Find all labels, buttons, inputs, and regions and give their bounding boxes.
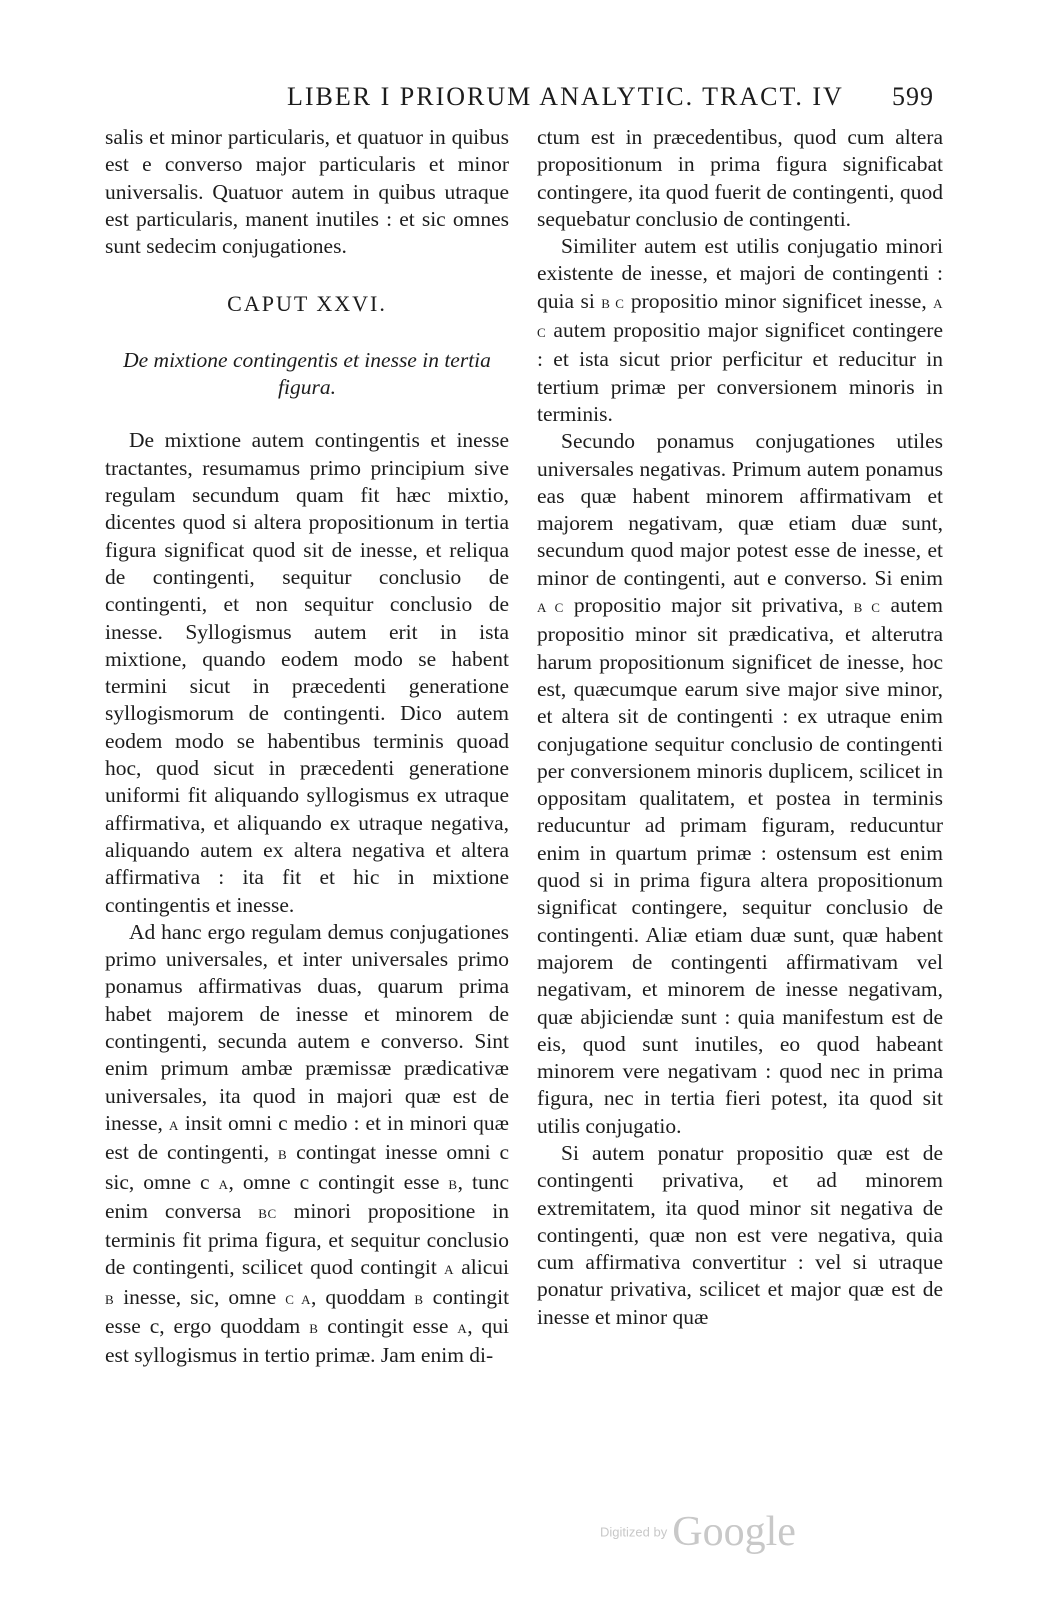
digitized-by-label: Digitized by [600,1524,668,1540]
paragraph: De mixtione autem contingentis et inesse tractantes, resumamus primo principium sive regulam secundum quam fit hæc mixtio, dicentes quod si altera propositionum in tertia figura significat quod sit de inesse, et reliqua de contingenti, sequitur conclusio de contingenti, et non sequitur conclusio de inesse. Syllogismus autem erit in ista mixtione, quando eodem modo se habent termini sicut in præcedenti generatione syllogismorum de contingenti. Dico autem eodem modo se habentibus terminis quoad hoc, quod sicut in præcedenti generatione uniformi fit aliquando syllogismus ex utraque affirmativa, et aliquando ex utraque negativa, aliquando autem ex altera negativa et altera affirmativa : ita fit et hic in mixtione contingentis et inesse. [105,428,509,917]
digitized-watermark [600,1508,796,1555]
running-title: LIBER I PRIORUM ANALYTIC. TRACT. IV [287,82,844,111]
paragraph: Ad hanc ergo regulam demus conjugationes primo universales, et inter universales primo ponamus affirmativas duas, quarum prima habet majorem de inesse et minorem de contingenti, secunda autem e converso. Sint enim primum ambæ præmissæ prædicativæ universales, ita quod in majori quæ est de inesse, A insit omni c medio : et in minori quæ est de contingenti, B contingat inesse omni c sic, omne c A, omne c contingit esse B, tunc enim conversa BC minori propositione in terminis fit prima figura, et sequitur conclusio de contingenti, scilicet quod contingit A alicui B inesse, sic, omne C A, quoddam B contingit esse c, ergo quoddam B contingit esse A, qui est syllogismus in tertio primæ. Jam enim di- [105,919,510,1368]
chapter-title: CAPUT XXVI. [227,291,387,317]
chapter-subtitle: De mixtione contingentis et inesse in tertia figura. [123,348,491,400]
google-logo: Google [672,1509,796,1555]
right-column [537,124,943,1331]
paragraph: ctum est in præcedentibus, quod cum altera propositionum in prima figura significabat contingere, ita quod fuerit de contingenti, quod sequebatur conclusio de contingenti. [537,125,943,231]
page-number: 599 [892,82,934,111]
running-head [0,82,1059,116]
paragraph: Si autem ponatur propositio quæ est de contingenti privativa, et ad minorem extremitatem, ita quod minor sit negativa de contingenti, quæ non est vere negativa, quia cum affirmativa convertitur : vel si utraque ponatur privativa, scilicet et major quæ est de inesse et minor quæ [537,1140,943,1329]
paragraph: Similiter autem est utilis conjugatio minori existente de inesse, et majori de contingenti : quia si B C propositio minor significet inesse, A C autem propositio major significet contingere : et ista sicut prior perficitur et reducitur in tertium primæ per conversionem minoris in terminis. [537,234,944,426]
paragraph: Secundo ponamus conjugationes utiles universales negativas. Primum autem ponamus eas quæ habent minorem affirmativam et majorem negativam, quæ etiam duæ sunt, secundum quod major potest esse de inesse, et minor de contingenti, aut e converso. Si enim A C propositio major sit privativa, B C autem propositio minor sit prædicativa, et alterutra harum propositionum significet de inesse, hoc est, quæcumque earum sive major sive minor, et altera sit de contingenti : ex utraque enim conjugatione sequitur conclusio de contingenti per conversionem minoris duplicem, scilicet in oppositam qualitatem, et postea in terminis reducuntur ad primam figuram, reducuntur enim in quartum primæ : ostensum est enim quod si in prima figura altera propositionum significat contingere, sequitur conclusio de contingenti. Aliæ etiam duæ sunt, quæ habent majorem de contingenti affirmativam vel negativam, et minorem de inesse negativam, quæ abjiciendæ sunt : quia manifestum est de eis, quod sunt inutiles, eo quod habeant minorem vere negativam : quod nec in prima figura, nec in tertia fieri potest, ita quod sit utilis conjugatio. [537,429,944,1138]
paragraph: salis et minor particularis, et quatuor in quibus est e converso major particularis et minor universalis. Quatuor autem in quibus utraque est particularis, manent inutiles : et sic omnes sunt sedecim conjugationes. [105,125,509,259]
left-column [105,124,509,1370]
